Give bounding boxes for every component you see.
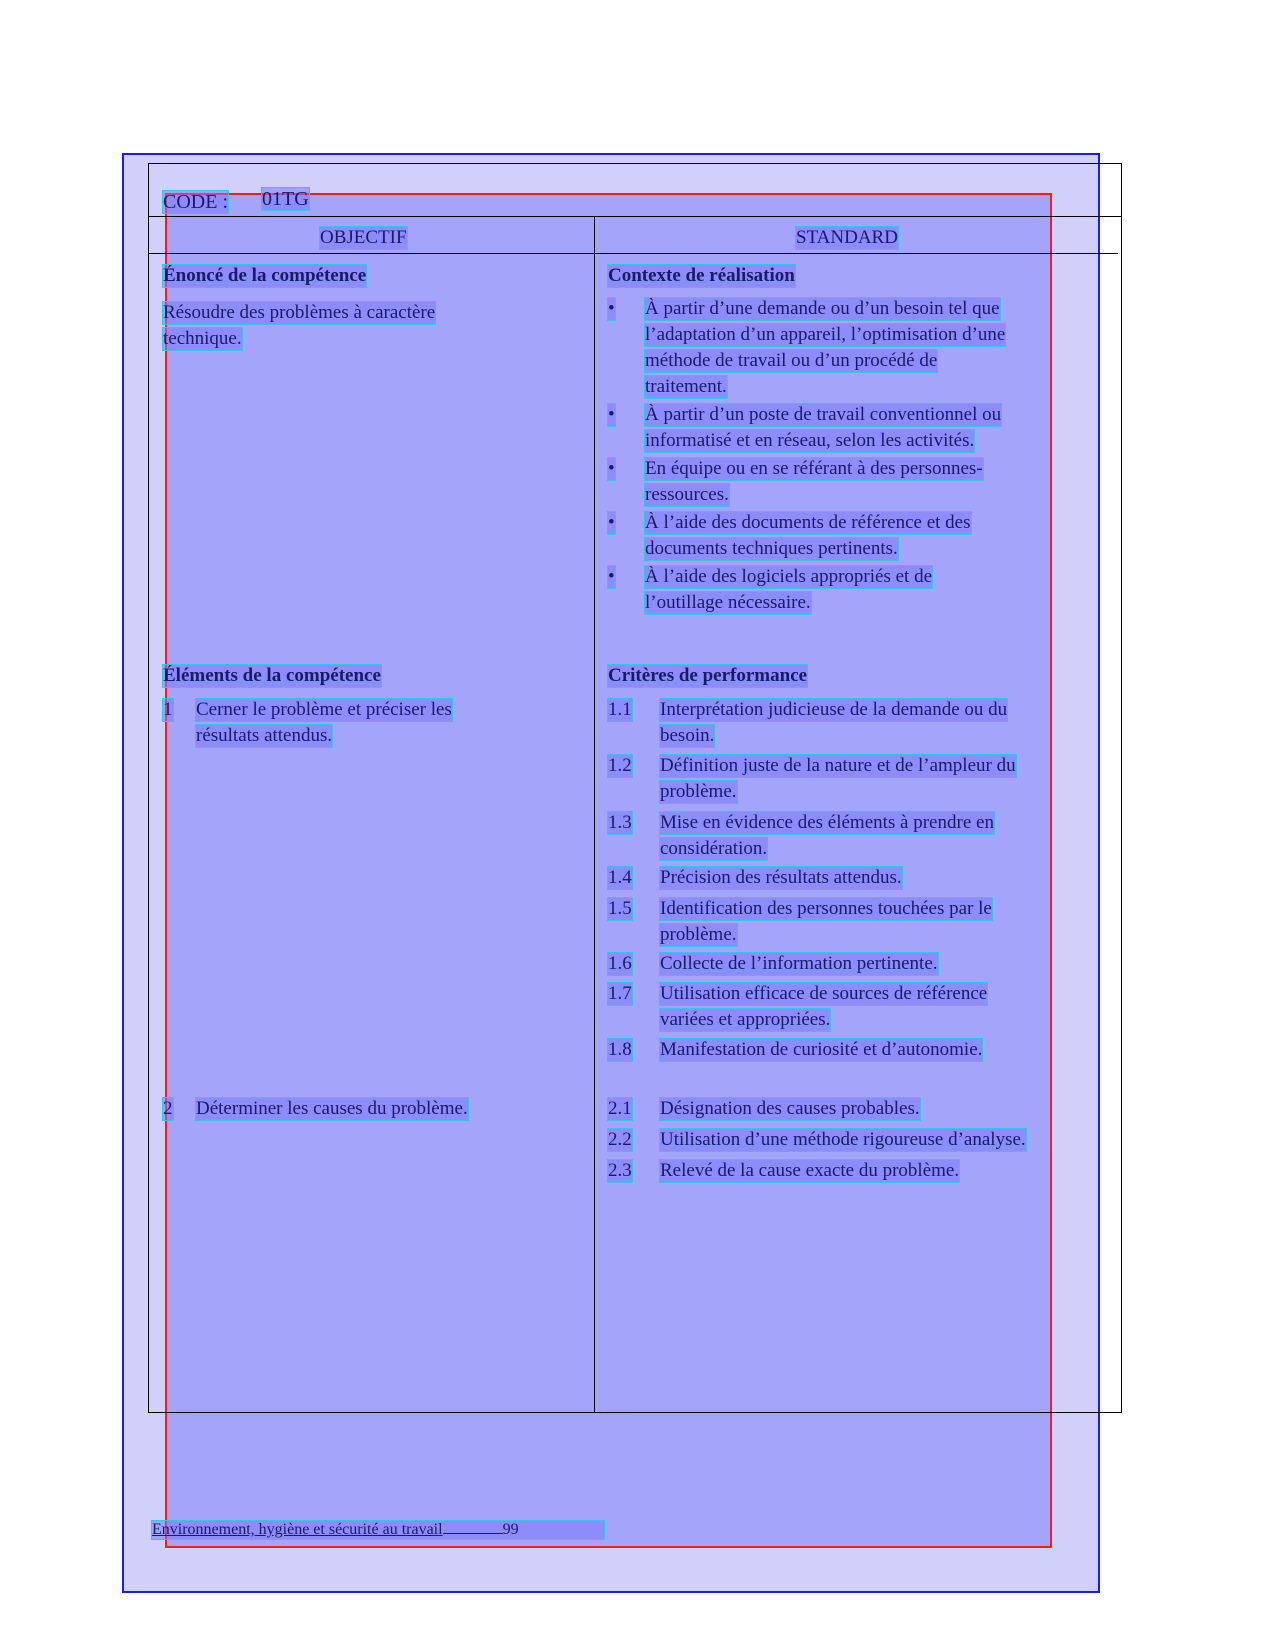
- contexte-item-1-line-1: À partir d’une demande ou d’un besoin tel que: [645, 298, 1000, 319]
- elements-title: Éléments de la compétence: [163, 665, 381, 686]
- critere-1-5-line-1: Identification des personnes touchées par le: [660, 898, 992, 919]
- objectif-header: OBJECTIF: [320, 227, 407, 248]
- contexte-item-3-line-1: En équipe ou en se référant à des personnes-: [645, 458, 983, 479]
- critere-1-3-line-1: Mise en évidence des éléments à prendre en: [660, 812, 994, 833]
- enonce-line-1: Résoudre des problèmes à caractère: [163, 302, 436, 323]
- critere-1-8-line-1: Manifestation de curiosité et d’autonomie.: [660, 1039, 983, 1060]
- code-row-divider: [148, 216, 1121, 217]
- contexte-item-1-line-3: méthode de travail ou d’un procédé de: [645, 350, 938, 371]
- critere-1-4-line-1: Précision des résultats attendus.: [660, 867, 902, 888]
- table-bottom-border: [148, 1412, 1121, 1413]
- critere-number: 2.2: [608, 1129, 632, 1150]
- critere-1-2-line-1: Définition juste de la nature et de l’ampleur du: [660, 755, 1016, 776]
- critere-1-6-line-1: Collecte de l’information pertinente.: [660, 953, 938, 974]
- enonce-title: Énoncé de la compétence: [163, 265, 367, 286]
- critere-number: 1.7: [608, 983, 632, 1004]
- contexte-item-5-line-2: l’outillage nécessaire.: [645, 592, 811, 613]
- header-row-divider: [148, 253, 1118, 254]
- contexte-item-4-line-2: documents techniques pertinents.: [645, 538, 898, 559]
- critere-number: 1.6: [608, 953, 632, 974]
- bullet-icon: •: [608, 404, 615, 425]
- table-right-border: [1121, 163, 1122, 1413]
- contexte-item-3-line-2: ressources.: [645, 484, 729, 505]
- critere-2-3-line-1: Relevé de la cause exacte du problème.: [660, 1160, 960, 1181]
- element-2-line-1: Déterminer les causes du problème.: [196, 1098, 468, 1119]
- critere-1-2-line-2: problème.: [660, 781, 737, 802]
- table-left-border: [148, 163, 149, 1413]
- critere-number: 1.5: [608, 898, 632, 919]
- footer-page-number: 99: [502, 1521, 519, 1538]
- critere-2-1-line-1: Désignation des causes probables.: [660, 1098, 920, 1119]
- footer-spacer: [443, 1521, 503, 1534]
- contexte-item-5-line-1: À l’aide des logiciels appropriés et de: [645, 566, 933, 587]
- critere-number: 1.3: [608, 812, 632, 833]
- critere-1-1-line-1: Interprétation judicieuse de la demande ou du: [660, 699, 1008, 720]
- element-1-line-2: résultats attendus.: [196, 725, 333, 746]
- standard-header: STANDARD: [796, 227, 898, 248]
- contexte-title: Contexte de réalisation: [608, 265, 795, 286]
- critere-1-5-line-2: problème.: [660, 924, 737, 945]
- element-1-line-1: Cerner le problème et préciser les: [196, 699, 452, 720]
- footer-bar: [152, 1521, 604, 1539]
- critere-number: 2.1: [608, 1098, 632, 1119]
- contexte-item-1-line-2: l’adaptation d’un appareil, l’optimisation d’une: [645, 324, 1006, 345]
- critere-number: 1.2: [608, 755, 632, 776]
- critere-number: 1.4: [608, 867, 632, 888]
- critere-2-2-line-1: Utilisation d’une méthode rigoureuse d’analyse.: [660, 1129, 1026, 1150]
- code-label: CODE :: [163, 191, 228, 213]
- critere-1-1-line-2: besoin.: [660, 725, 715, 746]
- bullet-icon: •: [608, 512, 615, 533]
- enonce-line-2: technique.: [163, 328, 242, 349]
- critere-1-7-line-2: variées et appropriées.: [660, 1009, 831, 1030]
- critere-number: 1.1: [608, 699, 632, 720]
- footer-text: Environnement, hygiène et sécurité au travail: [152, 1521, 443, 1538]
- critere-1-3-line-2: considération.: [660, 838, 768, 859]
- critere-1-7-line-1: Utilisation efficace de sources de référence: [660, 983, 988, 1004]
- contexte-item-4-line-1: À l’aide des documents de référence et des: [645, 512, 971, 533]
- element-2-number: 2: [163, 1098, 173, 1119]
- contexte-item-1-line-4: traitement.: [645, 376, 727, 397]
- bullet-icon: •: [608, 298, 615, 319]
- table-top-border: [148, 163, 1121, 164]
- column-divider: [594, 216, 595, 1413]
- element-1-number: 1: [163, 699, 173, 720]
- contexte-item-2-line-2: informatisé et en réseau, selon les activités.: [645, 430, 975, 451]
- code-value: 01TG: [262, 188, 309, 210]
- bullet-icon: •: [608, 458, 615, 479]
- bullet-icon: •: [608, 566, 615, 587]
- critere-number: 2.3: [608, 1160, 632, 1181]
- contexte-item-2-line-1: À partir d’un poste de travail conventionnel ou: [645, 404, 1002, 425]
- criteres-title: Critères de performance: [608, 665, 808, 686]
- critere-number: 1.8: [608, 1039, 632, 1060]
